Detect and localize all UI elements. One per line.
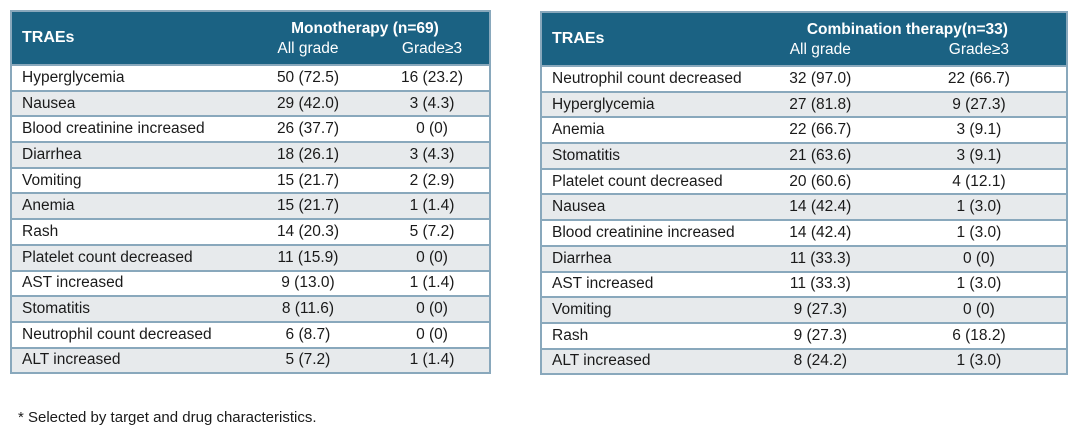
table-row [11, 116, 490, 142]
table-row [541, 194, 1067, 220]
trae-name-cell: Stomatitis [552, 146, 621, 164]
trae-name-cell: Vomiting [552, 301, 612, 319]
all-grade-cell: 14 (42.4) [789, 223, 852, 241]
trae-name-cell: Diarrhea [552, 249, 612, 267]
trae-name-cell: Anemia [552, 121, 605, 139]
grade3-cell: 3 (9.1) [956, 121, 1002, 139]
grade3-cell: 0 (0) [416, 120, 448, 138]
grade3-column-header: Grade≥3 [375, 39, 490, 65]
table-row [11, 91, 490, 117]
table-row [541, 143, 1067, 169]
trae-name-cell: Diarrhea [22, 145, 82, 163]
traes-column-header: TRAEs [541, 12, 749, 66]
all-grade-column-header: All grade [241, 39, 375, 65]
grade3-cell: 0 (0) [416, 248, 448, 266]
trae-name-cell: AST increased [22, 274, 124, 292]
monotherapy-traes-table [10, 10, 491, 374]
table-row [11, 271, 490, 297]
all-grade-cell: 50 (72.5) [276, 68, 339, 86]
all-grade-cell: 27 (81.8) [789, 95, 852, 113]
trae-name-cell: Rash [22, 222, 59, 240]
all-grade-cell: 11 (33.3) [789, 249, 851, 267]
all-grade-cell: 6 (8.7) [285, 325, 331, 343]
grade3-cell: 0 (0) [962, 301, 995, 319]
trae-name-cell: Platelet count decreased [22, 248, 193, 266]
trae-name-cell: Nausea [22, 94, 76, 112]
combination-traes-table [540, 11, 1068, 375]
grade3-cell: 3 (9.1) [956, 146, 1002, 164]
table-body [11, 65, 490, 373]
table-row [11, 322, 490, 348]
grade3-cell: 0 (0) [416, 325, 448, 343]
all-grade-cell: 14 (42.4) [789, 198, 852, 216]
grade3-cell: 1 (3.0) [956, 223, 1002, 241]
table-header [541, 12, 1067, 66]
footnote: * Selected by target and drug characteristics. [18, 409, 317, 426]
grade3-column-header: Grade≥3 [892, 40, 1067, 66]
trae-name-cell: Rash [552, 326, 589, 344]
table-row [11, 142, 490, 168]
table-row [11, 193, 490, 219]
grade3-cell: 1 (1.4) [409, 274, 455, 292]
table-row [11, 219, 490, 245]
grade3-cell: 1 (3.0) [956, 352, 1002, 370]
all-grade-cell: 32 (97.0) [789, 69, 852, 87]
trae-name-cell: Hyperglycemia [22, 68, 125, 86]
table-body [541, 66, 1067, 374]
all-grade-column-header: All grade [749, 40, 892, 66]
trae-name-cell: AST increased [552, 275, 654, 293]
table-row [541, 169, 1067, 195]
trae-name-cell: Blood creatinine increased [22, 120, 205, 138]
trae-name-cell: Platelet count decreased [552, 172, 723, 190]
monotherapy-group-header: Monotherapy (n=69) [241, 11, 490, 39]
table-row [541, 297, 1067, 323]
table-row [11, 65, 490, 91]
grade3-cell: 0 (0) [962, 249, 995, 267]
grade3-cell: 1 (3.0) [956, 198, 1002, 216]
table-row [11, 296, 490, 322]
trae-name-cell: Blood creatinine increased [552, 223, 735, 241]
grade3-cell: 3 (4.3) [409, 145, 455, 163]
table-row [541, 349, 1067, 375]
all-grade-cell: 18 (26.1) [276, 145, 339, 163]
all-grade-cell: 9 (27.3) [793, 326, 847, 344]
trae-name-cell: Nausea [552, 198, 606, 216]
table-row [541, 66, 1067, 92]
table-row [11, 348, 490, 374]
grade3-cell: 2 (2.9) [409, 171, 455, 189]
trae-name-cell: Vomiting [22, 171, 82, 189]
grade3-cell: 3 (4.3) [409, 94, 455, 112]
trae-name-cell: Stomatitis [22, 300, 91, 318]
table-row [541, 323, 1067, 349]
trae-name-cell: Neutrophil count decreased [22, 325, 212, 343]
traes-column-header: TRAEs [11, 11, 241, 65]
grade3-cell: 4 (12.1) [952, 172, 1006, 190]
grade3-cell: 1 (1.4) [409, 197, 455, 215]
grade3-cell: 16 (23.2) [400, 68, 464, 86]
all-grade-cell: 20 (60.6) [789, 172, 852, 190]
trae-name-cell: ALT increased [22, 351, 121, 369]
combination-group-header: Combination therapy(n=33) [749, 12, 1067, 40]
grade3-cell: 0 (0) [416, 300, 448, 318]
table-row [541, 220, 1067, 246]
all-grade-cell: 26 (37.7) [276, 120, 339, 138]
all-grade-cell: 8 (24.2) [793, 352, 847, 370]
table-row [541, 92, 1067, 118]
grade3-cell: 5 (7.2) [409, 222, 455, 240]
table-row [541, 246, 1067, 272]
all-grade-cell: 9 (27.3) [793, 301, 847, 319]
all-grade-cell: 21 (63.6) [789, 146, 852, 164]
trae-name-cell: Hyperglycemia [552, 95, 655, 113]
table-row [541, 117, 1067, 143]
all-grade-cell: 29 (42.0) [276, 94, 339, 112]
all-grade-cell: 14 (20.3) [276, 222, 339, 240]
all-grade-cell: 11 (33.3) [789, 275, 851, 293]
grade3-cell: 1 (1.4) [409, 351, 455, 369]
all-grade-cell: 15 (21.7) [276, 171, 339, 189]
grade3-cell: 9 (27.3) [952, 95, 1006, 113]
table-row [541, 272, 1067, 298]
all-grade-cell: 8 (11.6) [281, 300, 335, 318]
all-grade-cell: 15 (21.7) [276, 197, 339, 215]
grade3-cell: 1 (3.0) [956, 275, 1002, 293]
all-grade-cell: 9 (13.0) [281, 274, 335, 292]
all-grade-cell: 11 (15.9) [277, 248, 339, 266]
table-row [11, 245, 490, 271]
all-grade-cell: 22 (66.7) [789, 121, 852, 139]
all-grade-cell: 5 (7.2) [285, 351, 331, 369]
grade3-cell: 6 (18.2) [952, 326, 1006, 344]
trae-name-cell: Neutrophil count decreased [552, 69, 742, 87]
table-header [11, 11, 490, 65]
table-row [11, 168, 490, 194]
trae-name-cell: Anemia [22, 197, 75, 215]
trae-name-cell: ALT increased [552, 352, 651, 370]
grade3-cell: 22 (66.7) [947, 69, 1010, 87]
